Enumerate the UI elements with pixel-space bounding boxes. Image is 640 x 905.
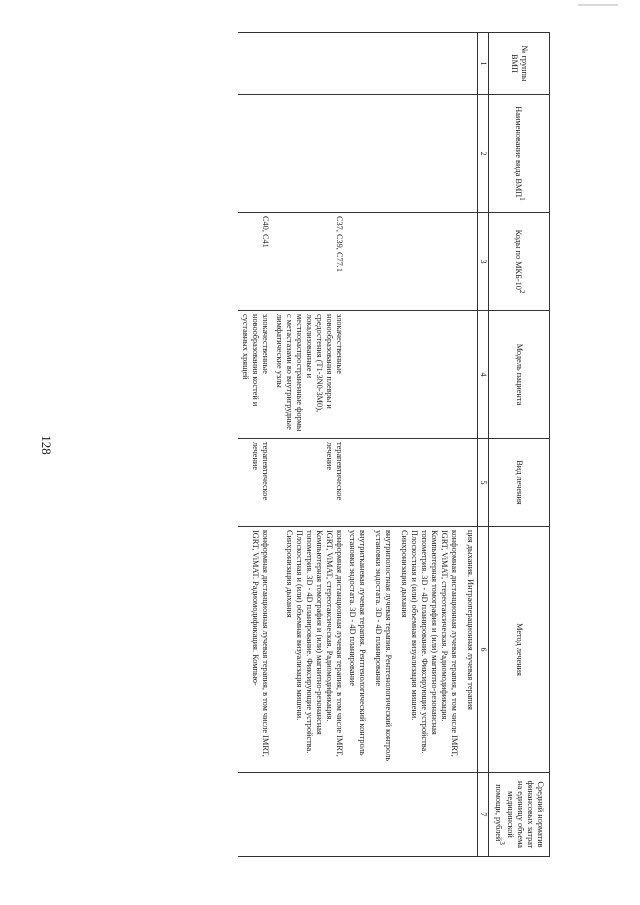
column-number: 3	[478, 213, 489, 311]
cell-cost	[346, 773, 478, 857]
cell-icd-codes: C37, C39, C77.1	[272, 213, 346, 311]
cell-treatment-method	[238, 527, 272, 773]
cell-icd-codes: C40, C41	[238, 213, 272, 311]
header-patient-model: Модель пациента	[489, 311, 550, 439]
cell-cost	[272, 773, 346, 857]
cell-patient-model	[346, 311, 478, 439]
method-text: конформная дистанционная лучевая терапия, в том числе IMRT, IGRT, ViMAT, стереотаксическая. Радиомодификация. Компьютерная томография и (или) магнитно-резонансная топометрия. 3D - 4D планирование. Фиксирующие устройства. Плоскостная и (или) объемная визуализация мишени. Синхронизация дыхания	[284, 530, 344, 757]
method-text: ция дыхания. Интраоперационная лучевая терапия	[466, 530, 475, 710]
header-treatment-type: Вид лечения	[489, 439, 550, 527]
column-number: 2	[478, 95, 489, 213]
column-number: 4	[478, 311, 489, 439]
column-number: 1	[478, 33, 489, 95]
table-row	[272, 33, 346, 857]
header-row	[489, 33, 550, 857]
cell-vmp-name	[346, 95, 478, 213]
cell-icd-codes	[346, 213, 478, 311]
cell-vmp-name	[238, 95, 272, 213]
column-number: 7	[478, 773, 489, 857]
method-text: конформная дистанционная лучевая терапия, в том числе IMRT, IGRT, ViMAT. Радиомодификация. Компью-	[250, 530, 270, 757]
header-treatment-method: Метод лечения	[489, 527, 550, 773]
cell-group-number	[346, 33, 478, 95]
method-text: внутритканевая лучевая терапия. Рентгенологический контроль установки эндостата. 3D - 4D планирование	[348, 530, 368, 756]
cell-patient-model: злокачественные новообразования костей и суставных хрящей	[238, 311, 272, 439]
cell-treatment-method	[346, 527, 478, 773]
cell-treatment-method	[272, 527, 346, 773]
cell-treatment-type	[346, 439, 478, 527]
page-number: 128	[39, 435, 54, 455]
header-icd-codes: Коды по МКБ-$10^2$	[489, 213, 550, 311]
table-row	[346, 33, 478, 857]
table-row	[238, 33, 272, 857]
header-cost: Средний норматив финансовых затрат на единицу объема медицинской помощи, рублей$^3$	[489, 773, 550, 857]
cell-group-number	[238, 33, 272, 95]
cell-patient-model: злокачественные новообразования плевры и средостения (T1-3N0-3M0), локализованные и местнораспространенные формы с метастазами во внутригрудные лимфатические узлы	[272, 311, 346, 439]
column-number: 5	[478, 439, 489, 527]
cell-treatment-type: терапевтическое лечение	[272, 439, 346, 527]
header-vmp-name: Наименование вида ВМП$^1$	[489, 95, 550, 213]
header-group-number: № группы ВМП	[489, 33, 550, 95]
cell-treatment-type: терапевтическое лечение	[238, 439, 272, 527]
cell-cost	[238, 773, 272, 857]
column-number: 6	[478, 527, 489, 773]
cell-group-number	[272, 33, 346, 95]
method-text: внутриполостная лучевая терапия. Рентгенологический контроль установки эндостата. 3D - 4D планирование	[374, 530, 394, 762]
cell-vmp-name	[272, 95, 346, 213]
vmp-table	[238, 32, 550, 857]
method-text: конформная дистанционная лучевая терапия, в том числе IMRT, IGRT, ViMAT, стереотаксическая. Радиомодификация. Компьютерная томография и (или) магнитно-резонансная топометрия. 3D - 4D планирование. Фиксирующие устройства. Плоскостная и (или) объемная визуализация мишени. Синхронизация дыхания	[400, 530, 460, 757]
column-number-row	[478, 33, 489, 857]
